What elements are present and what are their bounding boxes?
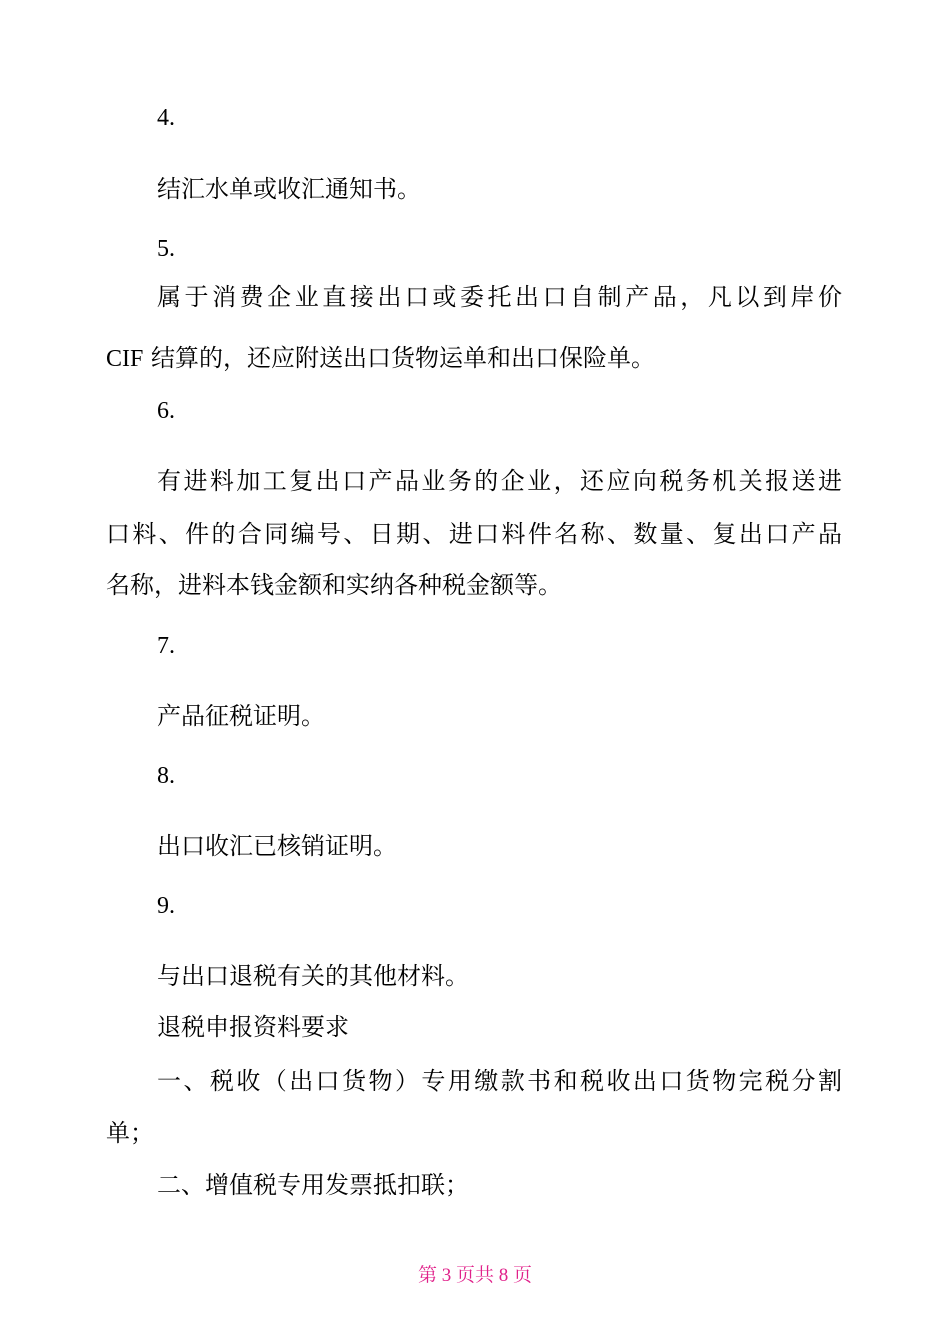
item-text-6-line1: 有进料加工复出口产品业务的企业，还应向税务机关报送进 bbox=[157, 467, 842, 495]
item-text-5-line2 bbox=[106, 343, 842, 374]
item-text-5-line2-rest: 结算的，还应附送出口货物运单和出口保险单。 bbox=[143, 344, 655, 372]
item-number-7: 7. bbox=[157, 633, 175, 659]
item-text-6-line3: 名称，进料本钱金额和实纳各种税金额等。 bbox=[106, 571, 562, 599]
item-text-5-line1: 属于消费企业直接出口或委托出口自制产品，凡以到岸价 bbox=[157, 283, 842, 311]
requirement-1-line2: 单； bbox=[106, 1119, 154, 1147]
item-number-4: 4. bbox=[157, 105, 175, 131]
item-text-9: 与出口退税有关的其他材料。 bbox=[157, 962, 469, 990]
cif-term: CIF bbox=[106, 346, 144, 372]
item-number-6: 6. bbox=[157, 398, 175, 424]
item-text-6-line2: 口料、件的合同编号、日期、进口料件名称、数量、复出口产品 bbox=[106, 520, 842, 548]
page-number-footer: 第 3 页共 8 页 bbox=[417, 1265, 532, 1286]
item-text-8: 出口收汇已核销证明。 bbox=[157, 832, 397, 860]
item-number-8: 8. bbox=[157, 763, 175, 789]
item-number-5: 5. bbox=[157, 236, 175, 262]
requirement-2: 二、增值税专用发票抵扣联； bbox=[157, 1171, 469, 1199]
item-text-7: 产品征税证明。 bbox=[157, 702, 325, 730]
requirement-1-line1: 一、税收（出口货物）专用缴款书和税收出口货物完税分割 bbox=[157, 1067, 842, 1095]
item-number-9: 9. bbox=[157, 893, 175, 919]
item-text-4: 结汇水单或收汇通知书。 bbox=[157, 175, 421, 203]
section-heading: 退税申报资料要求 bbox=[157, 1013, 349, 1041]
